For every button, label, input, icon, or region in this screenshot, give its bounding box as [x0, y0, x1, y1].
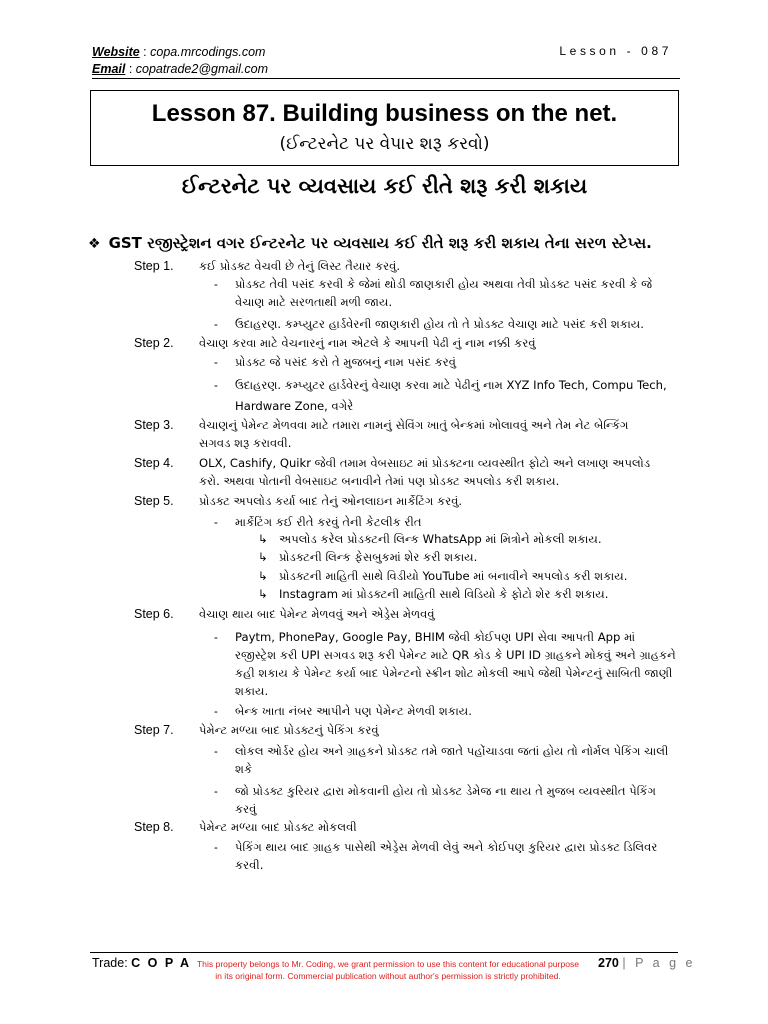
section-heading: ઈન્ટરનેટ પર વ્યવસાય કઈ રીતે શરૂ કરી શકાય: [181, 174, 588, 198]
step-label: Step 6.: [134, 607, 174, 621]
step-text: સગવડ શરૂ કરાવવી.: [199, 436, 292, 450]
arrow-bullet-icon: ↳: [258, 570, 268, 583]
step-label: Step 5.: [134, 494, 174, 508]
step-text: વેચાણનું પેમેન્ટ મેળવવા માટે તમારા નામનું સેવિંગ ખાતું બેન્કમાં ખોલાવવું અને તેમ નેટ બેન્કિંગ: [199, 418, 629, 432]
page-subtitle: (ઈન્ટરનેટ પર વેપાર શરૂ કરવો): [279, 134, 490, 154]
page-label: | P a g e: [622, 956, 696, 970]
website-link[interactable]: copa.mrcodings.com: [150, 45, 266, 59]
dash-marker: -: [214, 745, 218, 758]
step-text: OLX, Cashify, Quikr જેવી તમામ વેબસાઇટ માં પ્રોડક્ટના વ્યવસ્થીત ફોટો અને લખાણ અપલોડ: [199, 456, 651, 470]
sub-item-text: પ્રોડક્ટ તેવી પસંદ કરવી કે જેમાં થોડી જાણકારી હોય અથવા તેવી પ્રોડક્ટ પસંદ કરવી કે જે: [235, 277, 653, 291]
sub-item-text: કહી શકાય કે પેમેન્ટ કર્યા બાદ પેમેન્ટનો સ્ક્રીન શોટ મોકલી આપે જેથી પેમેન્ટનું સાબિતી જાણી: [235, 666, 673, 680]
page-number-value: 270: [598, 956, 619, 970]
dash-marker: -: [214, 705, 218, 718]
step-label: Step 7.: [134, 723, 174, 737]
website-label: Website: [92, 45, 140, 59]
sub-item-text: કરવું: [235, 802, 257, 816]
sub-item-text: ઉદાહરણ. કમ્પ્યુટર હાર્ડવેરનું વેચાણ કરવા માટે પેઢીનું નામ XYZ Info Tech, Compu Tech,: [235, 378, 667, 392]
step-text: વેચાણ કરવા માટે વેચનારનું નામ એટલે કે આપની પેઢી નું નામ નક્કી કરવું: [199, 336, 536, 350]
step-text: પ્રોડક્ટ અપલોડ કર્યા બાદ તેનું ઓનલાઇન માર્કેટિંગ કરવું.: [199, 494, 463, 508]
arrow-item-text: Instagram માં પ્રોડક્ટની માહિતી સાથે વિડિયો કે ફોટો શેર કરી શકાય.: [279, 587, 609, 601]
arrow-bullet-icon: ↳: [258, 588, 268, 601]
sub-item-text: જો પ્રોડક્ટ કુરિયર દ્વારા મોકવાની હોય તો પ્રોડક્ટ ડેમેજ ના થાય તે મુજબ વ્યવસ્થીત પેકિંગ: [235, 784, 657, 798]
trade-label-text: Trade:: [92, 956, 128, 970]
arrow-item-text: પ્રોડક્ટની લિન્ક ફેસબુકમાં શેર કરી શકાય.: [279, 550, 478, 564]
arrow-bullet-icon: ↳: [258, 551, 268, 564]
step-text: પેમેન્ટ મળ્યા બાદ પ્રોડક્ટ મોકલવી: [199, 820, 357, 834]
title-box: [90, 90, 679, 166]
sub-item-text: ઉદાહરણ. કમ્પ્યુટર હાર્ડવેરની જાણકારી હોય તો તે પ્રોડક્ટ વેચાણ માટે પસંદ કરી શકાય.: [235, 317, 644, 331]
dash-marker: -: [214, 785, 218, 798]
step-text: કરો. અથવા પોતાની વેબસાઇટ બનાવીને તેમાં પણ પ્રોડક્ટ અપલોડ કરી શકાય.: [199, 474, 560, 488]
step-label: Step 1.: [134, 259, 174, 273]
step-label: Step 8.: [134, 820, 174, 834]
sub-item-text: રજીસ્ટ્રેશ કરી UPI સગવડ શરૂ કરી પેમેન્ટ માટે QR કોડ કે UPI ID ગ્રાહકને મોકવું અને ગ્રાહકને: [235, 648, 676, 662]
dash-marker: -: [214, 318, 218, 331]
step-label: Step 4.: [134, 456, 174, 470]
bullet-heading-text: GST રજીસ્ટ્રેશન વગર ઈન્ટરનેટ પર વ્યવસાય કઈ રીતે શરૂ કરી શકાય તેના સરળ સ્ટેપ્સ.: [108, 234, 652, 252]
footer-divider: [90, 952, 678, 953]
arrow-item-text: અપલોડ કરેલ પ્રોડક્ટની લિન્ક WhatsApp માં મિત્રોને મોકલી શકાય.: [279, 532, 602, 546]
diamond-bullet-icon: ❖: [88, 236, 101, 252]
trade-value: C O P A: [131, 956, 191, 970]
dash-marker: -: [214, 516, 218, 529]
copyright-notice: [182, 959, 594, 982]
website-line: Website : copa.mrcodings.com: [92, 45, 266, 59]
page-header: [92, 44, 680, 79]
email-label: Email: [92, 62, 126, 76]
sub-item-text: પેકિંગ થાય બાદ ગ્રાહક પાસેથી એડ્રેસ મેળવી લેવું અને કોઈપણ કુરિયર દ્વારા પ્રોડક્ટ ડિલિવર: [235, 840, 658, 854]
dash-marker: -: [214, 841, 218, 854]
step-label: Step 2.: [134, 336, 174, 350]
step-label: Step 3.: [134, 418, 174, 432]
dash-marker: -: [214, 356, 218, 369]
sub-item-text: લોકલ ઓર્ડર હોય અને ગ્રાહકને પ્રોડક્ટ તમે જાતે પહોંચાડવા જતાં હોય તો નોર્મલ પેકિંગ ચાલી: [235, 744, 669, 758]
sub-item-text: બેન્ક ખાતા નંબર આપીને પણ પેમેન્ટ મેળવી શકાય.: [235, 704, 472, 718]
sub-item-text: વેચાણ માટે સરળતાથી મળી જાય.: [235, 295, 393, 309]
notice-line: in its original form. Commercial publication without author's permission is strictly prohibited.: [215, 970, 561, 981]
sub-item-text: માર્કેટિંગ કઈ રીતે કરવું તેની કેટલીક રીત: [235, 515, 422, 529]
step-text: કઈ પ્રોડક્ટ વેચવી છે તેનું લિસ્ટ તૈયાર કરવું.: [199, 259, 401, 273]
dash-marker: -: [214, 278, 218, 291]
email-line: Email : copatrade2@gmail.com: [92, 62, 268, 76]
sub-item-text: કરવી.: [235, 858, 264, 872]
step-text: વેચાણ થાય બાદ પેમેન્ટ મેળવવું અને એડ્રેસ મેળવવું: [199, 607, 435, 621]
lesson-number: Lesson - 087: [559, 44, 672, 58]
notice-line: This property belongs to Mr. Coding, we grant permission to use this content for educational purpose: [196, 959, 580, 969]
dash-marker: -: [214, 631, 218, 644]
email-link[interactable]: copatrade2@gmail.com: [135, 62, 268, 76]
sub-item-text: પ્રોડક્ટ જે પસંદ કરો તે મુજબનું નામ પસંદ કરવું: [235, 355, 457, 369]
sub-item-text: શકાય.: [235, 684, 269, 698]
dash-marker: -: [214, 379, 218, 392]
sub-item-text: Hardware Zone, વગેરે: [235, 399, 354, 413]
page-title: Lesson 87. Building business on the net.: [151, 100, 618, 127]
trade-label: [92, 956, 191, 970]
step-text: પેમેન્ટ મળ્યા બાદ પ્રોડક્ટનું પેકિંગ કરવું: [199, 723, 379, 737]
sub-item-text: શકે: [235, 762, 253, 776]
arrow-item-text: પ્રોડક્ટની માહિતી સાથે વિડીયો YouTube માં બનાવીને અપલોડ કરી શકાય.: [279, 569, 628, 583]
arrow-bullet-icon: ↳: [258, 533, 268, 546]
sub-item-text: Paytm, PhonePay, Google Pay, BHIM જેવી કોઈપણ UPI સેવા આપતી App માં: [235, 630, 636, 644]
bullet-heading: [88, 234, 688, 252]
page-number: [598, 956, 695, 970]
